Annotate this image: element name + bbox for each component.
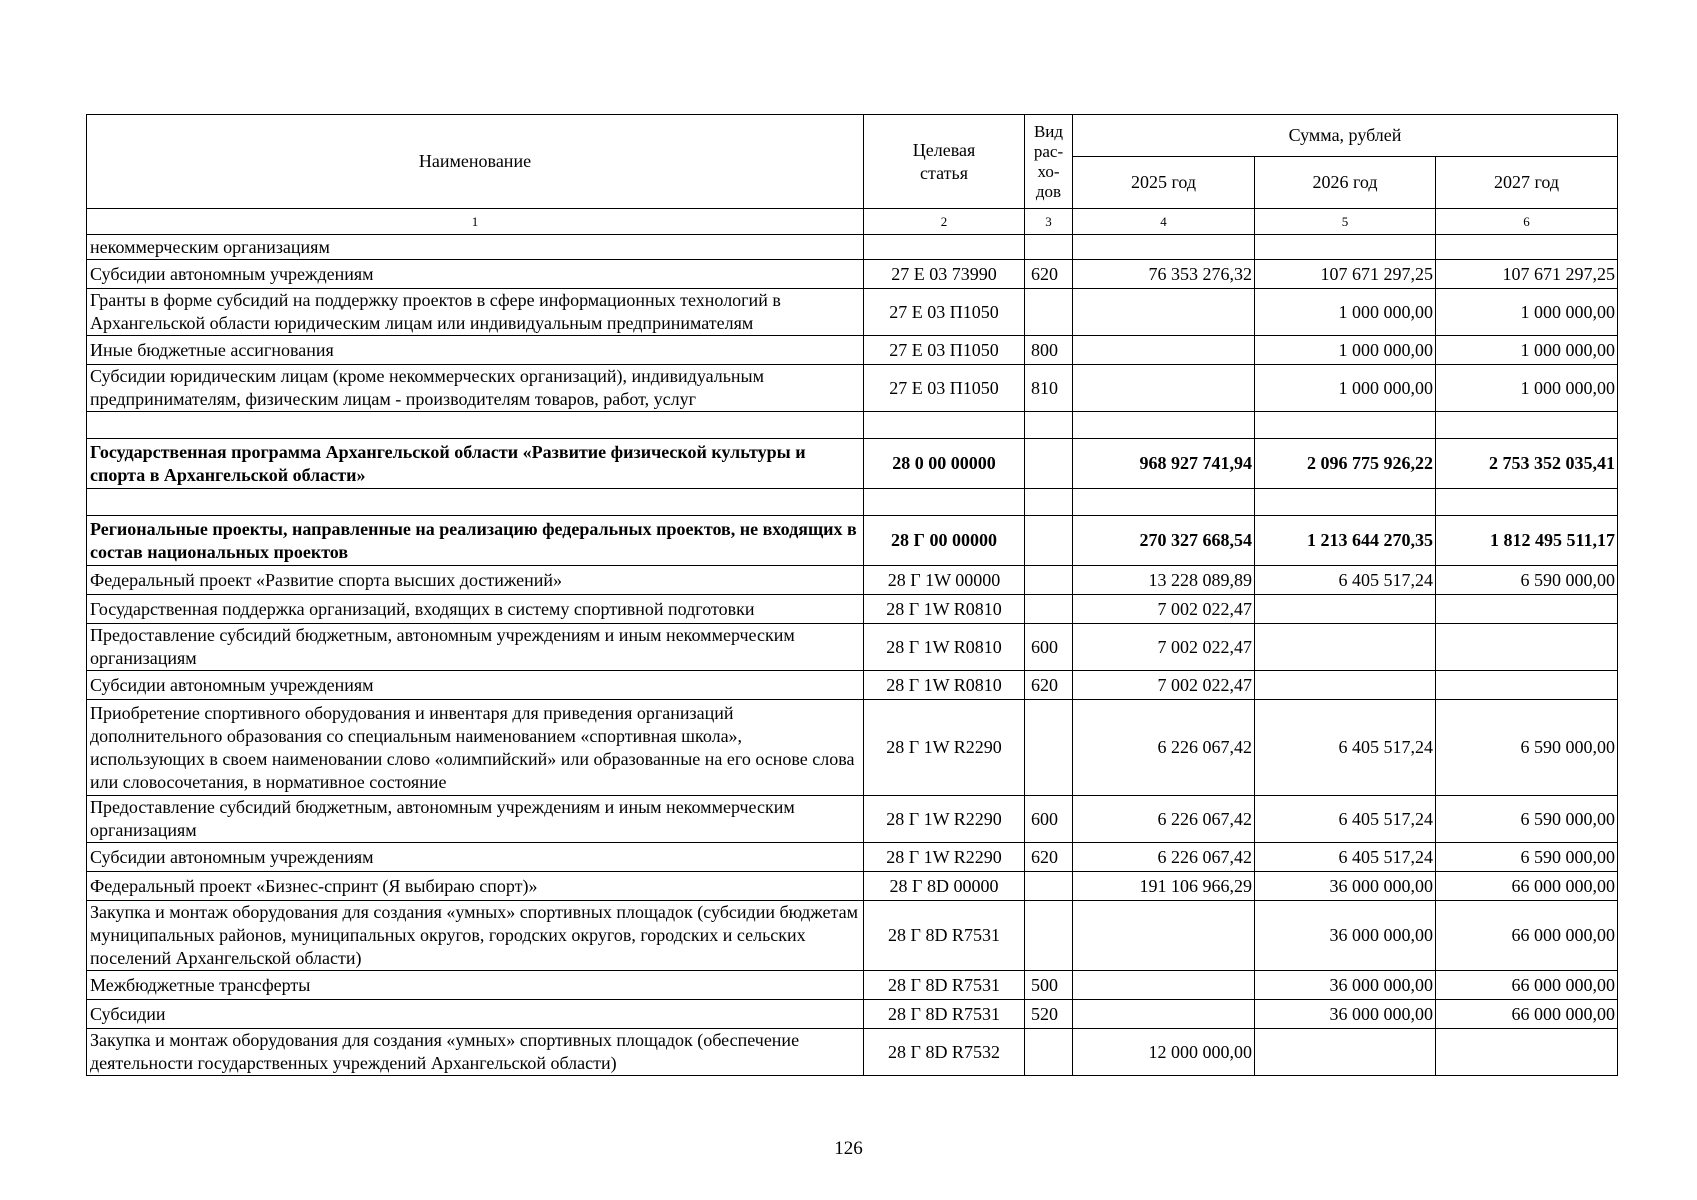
row-sum-2026: 6 405 517,24 — [1255, 796, 1436, 843]
table-row — [87, 843, 1618, 872]
row-target-code: 28 Г 8D R7531 — [864, 1000, 1025, 1029]
table-row — [87, 336, 1618, 365]
row-target-code: 28 Г 1W R2290 — [864, 700, 1025, 796]
row-sum-2027: 1 000 000,00 — [1436, 336, 1618, 365]
row-sum-2025 — [1073, 235, 1255, 260]
header-year-2025: 2025 год — [1073, 157, 1255, 209]
row-target-code — [864, 235, 1025, 260]
row-expense-kind — [1025, 489, 1073, 516]
row-target-code — [864, 412, 1025, 439]
row-sum-2025 — [1073, 971, 1255, 1000]
row-sum-2026: 36 000 000,00 — [1255, 901, 1436, 971]
header-sum: Сумма, рублей — [1073, 115, 1618, 157]
header-name: Наименование — [87, 115, 864, 209]
row-expense-kind — [1025, 595, 1073, 624]
row-expense-kind: 810 — [1025, 365, 1073, 412]
row-sum-2025: 7 002 022,47 — [1073, 595, 1255, 624]
row-sum-2026: 36 000 000,00 — [1255, 1000, 1436, 1029]
row-sum-2026: 36 000 000,00 — [1255, 872, 1436, 901]
row-sum-2025 — [1073, 365, 1255, 412]
row-name: Предоставление субсидий бюджетным, автономным учреждениям и иным некоммерческим организациям — [87, 624, 864, 671]
row-target-code: 28 0 00 00000 — [864, 439, 1025, 489]
row-sum-2026 — [1255, 235, 1436, 260]
row-sum-2027: 66 000 000,00 — [1436, 971, 1618, 1000]
row-target-code: 27 Е 03 73990 — [864, 260, 1025, 289]
row-name: Субсидии — [87, 1000, 864, 1029]
budget-table — [86, 114, 1618, 1076]
row-name: Субсидии автономным учреждениям — [87, 843, 864, 872]
row-expense-kind: 600 — [1025, 624, 1073, 671]
row-name: Государственная программа Архангельской области «Развитие физической культуры и спорта в Архангельской области» — [87, 439, 864, 489]
row-sum-2026: 1 000 000,00 — [1255, 289, 1436, 336]
row-sum-2027: 1 000 000,00 — [1436, 365, 1618, 412]
row-expense-kind: 620 — [1025, 843, 1073, 872]
table-row — [87, 489, 1618, 516]
row-expense-kind: 500 — [1025, 971, 1073, 1000]
table-row — [87, 235, 1618, 260]
row-target-code: 27 Е 03 П1050 — [864, 365, 1025, 412]
row-name: Субсидии юридическим лицам (кроме некоммерческих организаций), индивидуальным предпринимателям, физическим лицам - производителям товаров, работ, услуг — [87, 365, 864, 412]
row-sum-2027: 1 000 000,00 — [1436, 289, 1618, 336]
row-name — [87, 489, 864, 516]
row-sum-2026: 36 000 000,00 — [1255, 971, 1436, 1000]
table-row — [87, 412, 1618, 439]
row-sum-2025: 270 327 668,54 — [1073, 516, 1255, 566]
table-row — [87, 624, 1618, 671]
header-kind-line3: хо- — [1037, 161, 1060, 181]
row-target-code: 28 Г 8D R7531 — [864, 901, 1025, 971]
row-sum-2025: 7 002 022,47 — [1073, 671, 1255, 700]
row-sum-2026: 107 671 297,25 — [1255, 260, 1436, 289]
row-name: Федеральный проект «Развитие спорта высших достижений» — [87, 566, 864, 595]
row-name: Иные бюджетные ассигнования — [87, 336, 864, 365]
row-target-code: 28 Г 1W R0810 — [864, 595, 1025, 624]
row-sum-2026: 6 405 517,24 — [1255, 700, 1436, 796]
row-expense-kind: 600 — [1025, 796, 1073, 843]
row-sum-2026 — [1255, 671, 1436, 700]
row-sum-2026 — [1255, 412, 1436, 439]
row-sum-2026: 2 096 775 926,22 — [1255, 439, 1436, 489]
row-name: Государственная поддержка организаций, входящих в систему спортивной подготовки — [87, 595, 864, 624]
row-target-code: 28 Г 1W R2290 — [864, 796, 1025, 843]
table-row — [87, 1000, 1618, 1029]
row-expense-kind — [1025, 289, 1073, 336]
header-year-2026: 2026 год — [1255, 157, 1436, 209]
row-sum-2025: 6 226 067,42 — [1073, 796, 1255, 843]
row-expense-kind — [1025, 901, 1073, 971]
row-expense-kind: 800 — [1025, 336, 1073, 365]
row-sum-2026: 1 000 000,00 — [1255, 336, 1436, 365]
row-expense-kind — [1025, 439, 1073, 489]
table-row — [87, 1029, 1618, 1076]
header-target-line2: статья — [920, 162, 968, 183]
row-name: Закупка и монтаж оборудования для создания «умных» спортивных площадок (обеспечение деятельности государственных учреждений Архангельской области) — [87, 1029, 864, 1076]
row-sum-2027: 66 000 000,00 — [1436, 1000, 1618, 1029]
row-sum-2025 — [1073, 489, 1255, 516]
row-sum-2026: 6 405 517,24 — [1255, 843, 1436, 872]
column-number: 5 — [1255, 209, 1436, 235]
row-sum-2027: 66 000 000,00 — [1436, 901, 1618, 971]
row-sum-2027: 66 000 000,00 — [1436, 872, 1618, 901]
table-row — [87, 872, 1618, 901]
row-sum-2025: 191 106 966,29 — [1073, 872, 1255, 901]
row-name: Предоставление субсидий бюджетным, автономным учреждениям и иным некоммерческим организациям — [87, 796, 864, 843]
row-expense-kind — [1025, 1029, 1073, 1076]
column-number: 1 — [87, 209, 864, 235]
row-sum-2027: 1 812 495 511,17 — [1436, 516, 1618, 566]
header-kind-line2: рас- — [1033, 141, 1064, 161]
table-row — [87, 289, 1618, 336]
row-sum-2025: 6 226 067,42 — [1073, 843, 1255, 872]
header-kind — [1025, 115, 1073, 209]
row-name — [87, 412, 864, 439]
row-target-code: 27 Е 03 П1050 — [864, 289, 1025, 336]
row-sum-2025: 968 927 741,94 — [1073, 439, 1255, 489]
table-row — [87, 439, 1618, 489]
row-sum-2027 — [1436, 235, 1618, 260]
row-name: Субсидии автономным учреждениям — [87, 671, 864, 700]
row-target-code: 28 Г 8D R7532 — [864, 1029, 1025, 1076]
table-row — [87, 796, 1618, 843]
row-sum-2025: 7 002 022,47 — [1073, 624, 1255, 671]
row-sum-2027: 2 753 352 035,41 — [1436, 439, 1618, 489]
row-name: Федеральный проект «Бизнес-спринт (Я выбираю спорт)» — [87, 872, 864, 901]
row-expense-kind — [1025, 566, 1073, 595]
row-target-code: 28 Г 1W R2290 — [864, 843, 1025, 872]
row-sum-2025 — [1073, 336, 1255, 365]
row-target-code: 28 Г 1W R0810 — [864, 671, 1025, 700]
row-sum-2025: 13 228 089,89 — [1073, 566, 1255, 595]
table-row — [87, 595, 1618, 624]
row-sum-2027 — [1436, 412, 1618, 439]
row-expense-kind — [1025, 235, 1073, 260]
row-target-code: 28 Г 8D 00000 — [864, 872, 1025, 901]
row-expense-kind — [1025, 516, 1073, 566]
page-number: 126 — [834, 1138, 863, 1159]
row-name: Закупка и монтаж оборудования для создания «умных» спортивных площадок (субсидии бюджетам муниципальных районов, муниципальных округов, городских округов, городских и сельских поселений Архангельской области) — [87, 901, 864, 971]
table-row — [87, 901, 1618, 971]
header-kind-line1: Вид — [1033, 121, 1064, 141]
header-target-line1: Целевая — [912, 139, 976, 160]
row-sum-2027 — [1436, 1029, 1618, 1076]
row-target-code: 28 Г 1W R0810 — [864, 624, 1025, 671]
row-sum-2027: 6 590 000,00 — [1436, 700, 1618, 796]
row-sum-2026: 1 000 000,00 — [1255, 365, 1436, 412]
row-sum-2027: 6 590 000,00 — [1436, 843, 1618, 872]
row-target-code — [864, 489, 1025, 516]
row-sum-2026 — [1255, 624, 1436, 671]
row-sum-2025 — [1073, 1000, 1255, 1029]
column-number: 2 — [864, 209, 1025, 235]
row-expense-kind — [1025, 700, 1073, 796]
row-name: Приобретение спортивного оборудования и инвентаря для приведения организаций дополнительного образования со специальным наименованием «спортивная школа», использующих в своем наименовании слово «олимпийский» или образованные на его основе слова или словосочетания, в нормативное состояние — [87, 700, 864, 796]
column-number-row — [87, 209, 1618, 235]
table-row — [87, 700, 1618, 796]
row-sum-2025 — [1073, 289, 1255, 336]
row-target-code: 27 Е 03 П1050 — [864, 336, 1025, 365]
row-sum-2027: 107 671 297,25 — [1436, 260, 1618, 289]
table-row — [87, 516, 1618, 566]
row-expense-kind: 520 — [1025, 1000, 1073, 1029]
row-expense-kind — [1025, 872, 1073, 901]
row-name: некоммерческим организациям — [87, 235, 864, 260]
row-target-code: 28 Г 00 00000 — [864, 516, 1025, 566]
row-expense-kind — [1025, 412, 1073, 439]
row-sum-2027: 6 590 000,00 — [1436, 566, 1618, 595]
row-sum-2025 — [1073, 901, 1255, 971]
row-sum-2027 — [1436, 671, 1618, 700]
row-name: Межбюджетные трансферты — [87, 971, 864, 1000]
table-body — [87, 115, 1618, 1076]
table-row — [87, 671, 1618, 700]
header-row-top — [87, 115, 1618, 157]
table-row — [87, 260, 1618, 289]
column-number: 6 — [1436, 209, 1618, 235]
row-sum-2025 — [1073, 412, 1255, 439]
header-year-2027: 2027 год — [1436, 157, 1618, 209]
row-expense-kind: 620 — [1025, 671, 1073, 700]
row-sum-2025: 6 226 067,42 — [1073, 700, 1255, 796]
row-target-code: 28 Г 1W 00000 — [864, 566, 1025, 595]
row-name: Субсидии автономным учреждениям — [87, 260, 864, 289]
row-target-code: 28 Г 8D R7531 — [864, 971, 1025, 1000]
table-row — [87, 365, 1618, 412]
column-number: 3 — [1025, 209, 1073, 235]
header-target — [864, 115, 1025, 209]
row-sum-2025: 12 000 000,00 — [1073, 1029, 1255, 1076]
column-number: 4 — [1073, 209, 1255, 235]
row-sum-2026: 6 405 517,24 — [1255, 566, 1436, 595]
row-sum-2026 — [1255, 489, 1436, 516]
row-sum-2026 — [1255, 1029, 1436, 1076]
row-name: Региональные проекты, направленные на реализацию федеральных проектов, не входящих в состав национальных проектов — [87, 516, 864, 566]
row-sum-2027 — [1436, 489, 1618, 516]
table-row — [87, 971, 1618, 1000]
row-sum-2027 — [1436, 595, 1618, 624]
row-sum-2026: 1 213 644 270,35 — [1255, 516, 1436, 566]
header-kind-line4: дов — [1035, 181, 1062, 201]
row-sum-2027 — [1436, 624, 1618, 671]
row-sum-2025: 76 353 276,32 — [1073, 260, 1255, 289]
row-sum-2027: 6 590 000,00 — [1436, 796, 1618, 843]
row-expense-kind: 620 — [1025, 260, 1073, 289]
table-row — [87, 566, 1618, 595]
row-name: Гранты в форме субсидий на поддержку проектов в сфере информационных технологий в Архангельской области юридическим лицам или индивидуальным предпринимателям — [87, 289, 864, 336]
row-sum-2026 — [1255, 595, 1436, 624]
